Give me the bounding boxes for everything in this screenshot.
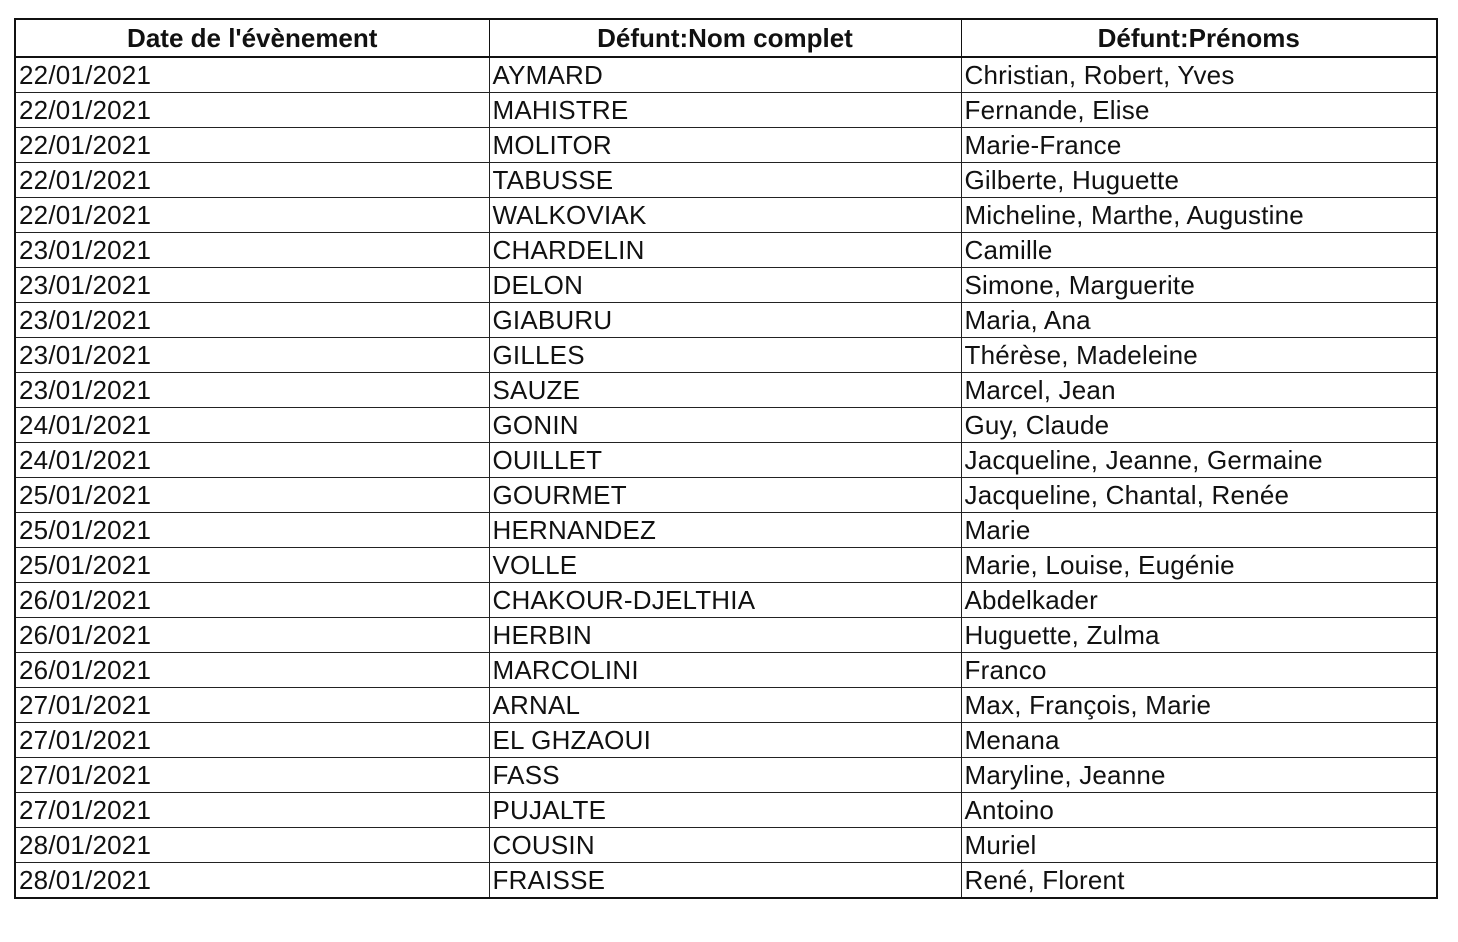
event-date-cell: 23/01/2021 bbox=[15, 268, 489, 303]
deceased-first-names-cell: Huguette, Zulma bbox=[961, 618, 1437, 653]
deceased-name-cell: GOURMET bbox=[489, 478, 961, 513]
deceased-first-names-cell: Maria, Ana bbox=[961, 303, 1437, 338]
deceased-first-names-cell: Fernande, Elise bbox=[961, 93, 1437, 128]
table-row bbox=[15, 128, 1437, 163]
deceased-name-cell: SAUZE bbox=[489, 373, 961, 408]
deceased-name-cell: PUJALTE bbox=[489, 793, 961, 828]
deceased-name-cell: WALKOVIAK bbox=[489, 198, 961, 233]
deceased-first-names-cell: Max, François, Marie bbox=[961, 688, 1437, 723]
deceased-first-names-cell: Abdelkader bbox=[961, 583, 1437, 618]
deceased-name-cell: CHAKOUR-DJELTHIA bbox=[489, 583, 961, 618]
deceased-name-cell: HERBIN bbox=[489, 618, 961, 653]
table-row bbox=[15, 408, 1437, 443]
deceased-first-names-cell: Franco bbox=[961, 653, 1437, 688]
deceased-name-cell: ARNAL bbox=[489, 688, 961, 723]
deceased-first-names-cell: Thérèse, Madeleine bbox=[961, 338, 1437, 373]
deceased-first-names-cell: Jacqueline, Jeanne, Germaine bbox=[961, 443, 1437, 478]
event-date-cell: 22/01/2021 bbox=[15, 57, 489, 93]
table-row bbox=[15, 863, 1437, 899]
deceased-name-cell: MARCOLINI bbox=[489, 653, 961, 688]
table-body bbox=[15, 57, 1437, 898]
event-date-cell: 23/01/2021 bbox=[15, 233, 489, 268]
deceased-first-names-cell: Jacqueline, Chantal, Renée bbox=[961, 478, 1437, 513]
deceased-first-names-cell: Simone, Marguerite bbox=[961, 268, 1437, 303]
deceased-first-names-cell: Camille bbox=[961, 233, 1437, 268]
deceased-first-names-cell: Christian, Robert, Yves bbox=[961, 57, 1437, 93]
event-date-cell: 28/01/2021 bbox=[15, 828, 489, 863]
table-row bbox=[15, 57, 1437, 93]
event-date-cell: 23/01/2021 bbox=[15, 373, 489, 408]
table-row bbox=[15, 688, 1437, 723]
table-row bbox=[15, 653, 1437, 688]
deceased-name-cell: COUSIN bbox=[489, 828, 961, 863]
event-date-cell: 27/01/2021 bbox=[15, 758, 489, 793]
event-date-cell: 23/01/2021 bbox=[15, 338, 489, 373]
deceased-name-cell: HERNANDEZ bbox=[489, 513, 961, 548]
deceased-first-names-cell: Marie, Louise, Eugénie bbox=[961, 548, 1437, 583]
event-date-cell: 24/01/2021 bbox=[15, 443, 489, 478]
deceased-first-names-cell: Marie-France bbox=[961, 128, 1437, 163]
event-date-cell: 25/01/2021 bbox=[15, 548, 489, 583]
header-event-date: Date de l'évènement bbox=[15, 19, 489, 57]
deceased-first-names-cell: Muriel bbox=[961, 828, 1437, 863]
table-row bbox=[15, 723, 1437, 758]
deceased-name-cell: MOLITOR bbox=[489, 128, 961, 163]
event-date-cell: 28/01/2021 bbox=[15, 863, 489, 899]
deceased-name-cell: FRAISSE bbox=[489, 863, 961, 899]
deceased-name-cell: MAHISTRE bbox=[489, 93, 961, 128]
deceased-first-names-cell: Guy, Claude bbox=[961, 408, 1437, 443]
deceased-name-cell: EL GHZAOUI bbox=[489, 723, 961, 758]
event-date-cell: 26/01/2021 bbox=[15, 583, 489, 618]
table-row bbox=[15, 793, 1437, 828]
deceased-name-cell: GIABURU bbox=[489, 303, 961, 338]
header-deceased-first-names: Défunt:Prénoms bbox=[961, 19, 1437, 57]
table-row bbox=[15, 548, 1437, 583]
deceased-first-names-cell: René, Florent bbox=[961, 863, 1437, 899]
table-row bbox=[15, 338, 1437, 373]
deceased-first-names-cell: Antoino bbox=[961, 793, 1437, 828]
table-row bbox=[15, 513, 1437, 548]
table-row bbox=[15, 758, 1437, 793]
death-register-table bbox=[14, 18, 1438, 899]
table-row bbox=[15, 828, 1437, 863]
table-row bbox=[15, 478, 1437, 513]
table-row bbox=[15, 373, 1437, 408]
table-row bbox=[15, 443, 1437, 478]
event-date-cell: 23/01/2021 bbox=[15, 303, 489, 338]
table-row bbox=[15, 583, 1437, 618]
deceased-name-cell: AYMARD bbox=[489, 57, 961, 93]
table-row bbox=[15, 93, 1437, 128]
event-date-cell: 27/01/2021 bbox=[15, 723, 489, 758]
event-date-cell: 22/01/2021 bbox=[15, 128, 489, 163]
deceased-name-cell: GONIN bbox=[489, 408, 961, 443]
table-row bbox=[15, 198, 1437, 233]
event-date-cell: 22/01/2021 bbox=[15, 198, 489, 233]
deceased-first-names-cell: Marie bbox=[961, 513, 1437, 548]
deceased-name-cell: OUILLET bbox=[489, 443, 961, 478]
event-date-cell: 25/01/2021 bbox=[15, 478, 489, 513]
event-date-cell: 27/01/2021 bbox=[15, 688, 489, 723]
table-row bbox=[15, 268, 1437, 303]
deceased-first-names-cell: Marcel, Jean bbox=[961, 373, 1437, 408]
event-date-cell: 25/01/2021 bbox=[15, 513, 489, 548]
deceased-first-names-cell: Gilberte, Huguette bbox=[961, 163, 1437, 198]
death-register-sheet bbox=[14, 18, 1436, 899]
event-date-cell: 22/01/2021 bbox=[15, 163, 489, 198]
deceased-name-cell: VOLLE bbox=[489, 548, 961, 583]
event-date-cell: 26/01/2021 bbox=[15, 618, 489, 653]
deceased-first-names-cell: Micheline, Marthe, Augustine bbox=[961, 198, 1437, 233]
deceased-name-cell: CHARDELIN bbox=[489, 233, 961, 268]
table-row bbox=[15, 618, 1437, 653]
event-date-cell: 26/01/2021 bbox=[15, 653, 489, 688]
table-row bbox=[15, 303, 1437, 338]
event-date-cell: 24/01/2021 bbox=[15, 408, 489, 443]
event-date-cell: 27/01/2021 bbox=[15, 793, 489, 828]
deceased-first-names-cell: Menana bbox=[961, 723, 1437, 758]
table-row bbox=[15, 233, 1437, 268]
deceased-first-names-cell: Maryline, Jeanne bbox=[961, 758, 1437, 793]
header-deceased-full-name: Défunt:Nom complet bbox=[489, 19, 961, 57]
deceased-name-cell: DELON bbox=[489, 268, 961, 303]
deceased-name-cell: FASS bbox=[489, 758, 961, 793]
deceased-name-cell: GILLES bbox=[489, 338, 961, 373]
deceased-name-cell: TABUSSE bbox=[489, 163, 961, 198]
event-date-cell: 22/01/2021 bbox=[15, 93, 489, 128]
table-row bbox=[15, 163, 1437, 198]
header-row bbox=[15, 19, 1437, 57]
